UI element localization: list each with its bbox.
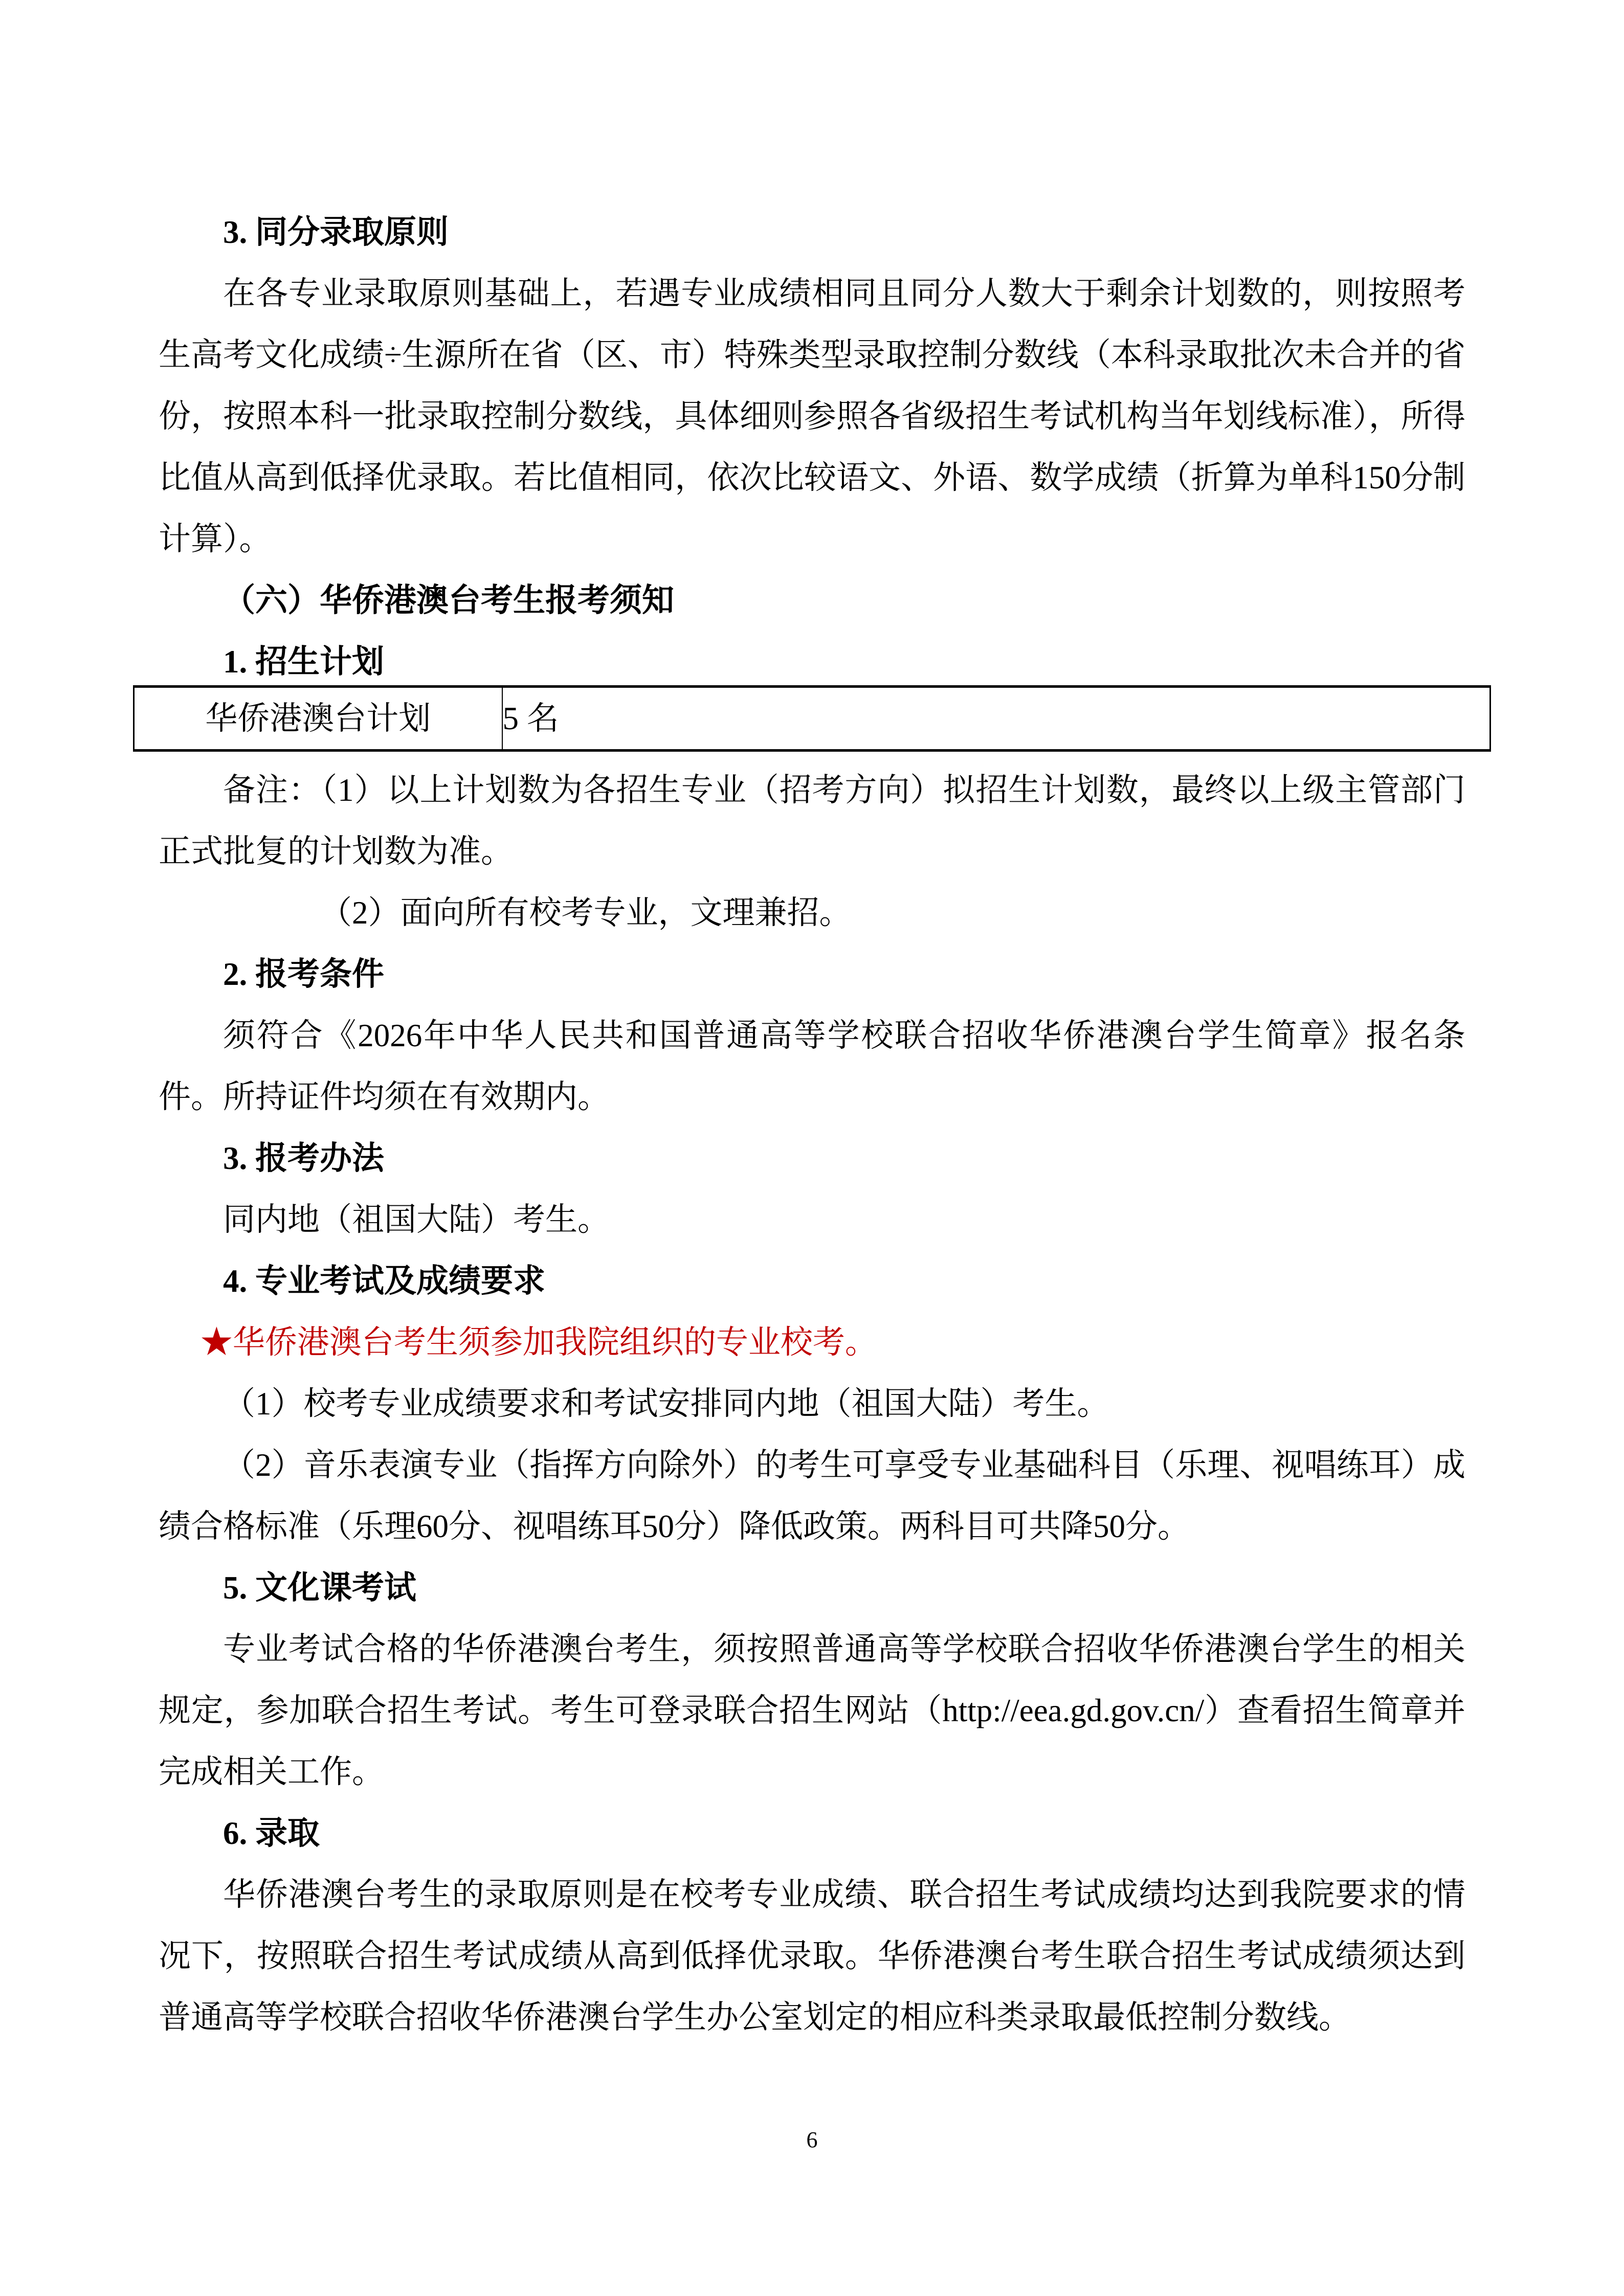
plan-value-cell: 5 名 [502, 701, 559, 736]
para-tie-break-rule: 在各专业录取原则基础上，若遇专业成绩相同且同分人数大于剩余计划数的，则按照考生高考文化成绩÷生源所在省（区、市）特殊类型录取控制分数线（本科录取批次未合并的省份，按照本科一批录取控制分数线，具体细则参照各省级招生考试机构当年划线标准），所得比值从高到低择优录取。若比值相同，依次比较语文、外语、数学成绩（折算为单科150分制计算）。 [159, 276, 1465, 557]
plan-label-cell: 华侨港澳台计划 [134, 687, 502, 751]
heading-overseas-section: （六）华侨港澳台考生报考须知 [223, 582, 674, 618]
enrollment-plan-table [133, 685, 1491, 752]
heading-exam-requirements: 4. 专业考试及成绩要求 [223, 1263, 545, 1299]
page-number: 6 [806, 2127, 818, 2152]
exam-item-1: （1）校考专业成绩要求和考试安排同内地（祖国大陆）考生。 [223, 1386, 1109, 1422]
exam-item-2: （2）音乐表演专业（指挥方向除外）的考生可享受专业基础科目（乐理、视唱练耳）成绩合格标准（乐理60分、视唱练耳50分）降低政策。两科目可共降50分。 [159, 1447, 1465, 1544]
red-notice-line: ★华侨港澳台考生须参加我院组织的专业校考。 [200, 1324, 877, 1360]
heading-tie-break-rule: 3. 同分录取原则 [223, 214, 449, 250]
para-culture-exam: 专业考试合格的华侨港澳台考生，须按照普通高等学校联合招收华侨港澳台学生的相关规定，参加联合招生考试。考生可登录联合招生网站（http://eea.gd.gov.cn/）查看招生简章并完成相关工作。 [159, 1631, 1465, 1790]
note-2: （2）面向所有校考专业，文理兼招。 [320, 895, 852, 931]
heading-admission: 6. 录取 [223, 1815, 320, 1851]
heading-enrollment-plan: 1. 招生计划 [223, 644, 384, 680]
heading-culture-exam: 5. 文化课考试 [223, 1570, 416, 1606]
heading-application-method: 3. 报考办法 [223, 1140, 384, 1176]
heading-eligibility: 2. 报考条件 [223, 956, 384, 992]
page-content [159, 0, 1465, 2048]
para-application-method: 同内地（祖国大陆）考生。 [223, 1202, 610, 1237]
para-admission: 华侨港澳台考生的录取原则是在校考专业成绩、联合招生考试成绩均达到我院要求的情况下，按照联合招生考试成绩从高到低择优录取。华侨港澳台考生联合招生考试成绩须达到普通高等学校联合招收华侨港澳台学生办公室划定的相应科类录取最低控制分数线。 [159, 1877, 1465, 2035]
table-row [134, 687, 1490, 751]
note-1: 备注：（1）以上计划数为各招生专业（招考方向）拟招生计划数，最终以上级主管部门正式批复的计划数为准。 [159, 772, 1465, 869]
para-eligibility: 须符合《2026年中华人民共和国普通高等学校联合招收华侨港澳台学生简章》报名条件。所持证件均须在有效期内。 [159, 1018, 1465, 1115]
